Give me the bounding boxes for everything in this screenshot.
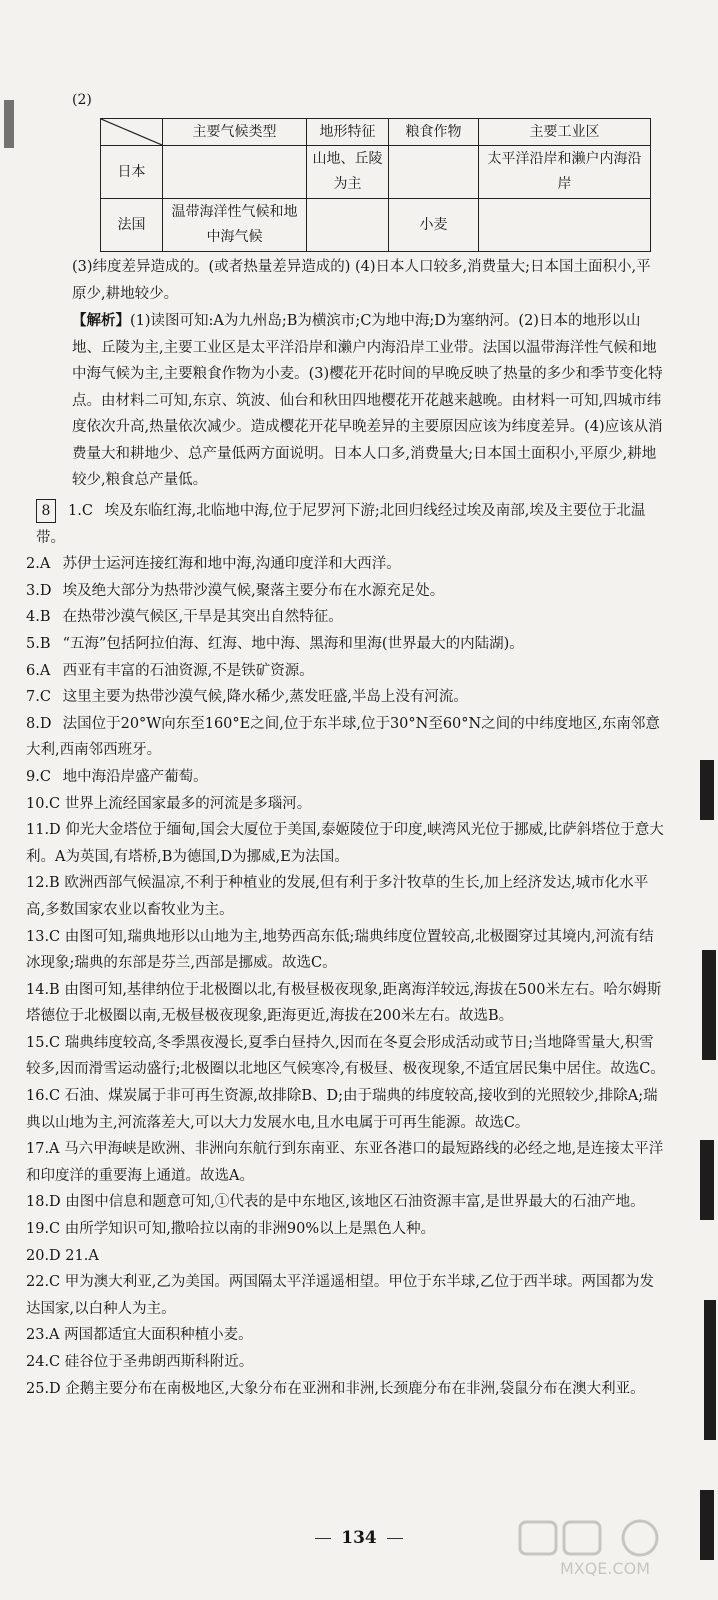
item-number: 24.C <box>26 1354 61 1370</box>
item-number: 20.D <box>26 1247 61 1264</box>
list-item <box>26 578 666 605</box>
item-number: 3.D <box>26 582 52 599</box>
scan-edge-mark <box>702 950 716 1060</box>
row-climate: 温带海洋性气候和地中海气候 <box>163 199 307 252</box>
item-number: 8.D <box>26 715 52 732</box>
row-industry <box>479 199 651 252</box>
item-text: 21.A <box>65 1247 99 1264</box>
list-item <box>26 1376 666 1403</box>
item-text: 世界上流经国家最多的河流是多瑙河。 <box>64 795 312 812</box>
row-crop: 小麦 <box>389 199 479 252</box>
header-terrain: 地形特征 <box>307 119 389 146</box>
item-text: 硅谷位于圣弗朗西斯科附近。 <box>64 1354 254 1370</box>
list-item <box>26 551 666 578</box>
list-item <box>26 870 666 923</box>
header-industry: 主要工业区 <box>479 119 651 146</box>
item-text: 埃及绝大部分为热带沙漠气候,聚落主要分布在水源充足处。 <box>62 582 445 599</box>
watermark-text: MXQE.COM <box>559 1559 651 1578</box>
list-item <box>26 1269 666 1322</box>
row-country: 法国 <box>101 199 163 252</box>
list-item <box>26 764 666 791</box>
list-item <box>26 924 666 977</box>
list-item <box>26 1136 666 1189</box>
list-item <box>26 711 666 764</box>
item-number: 12.B <box>26 875 60 892</box>
list-item <box>26 604 666 631</box>
table-row <box>101 199 651 252</box>
row-industry: 太平洋沿岸和濑户内海沿岸 <box>479 146 651 199</box>
item-text: 企鹅主要分布在南极地区,大象分布在亚洲和非洲,长颈鹿分布在非洲,袋鼠分布在澳大利亚。 <box>65 1380 645 1397</box>
item-text: 甲为澳大利亚,乙为美国。两国隔太平洋遥遥相望。甲位于东半球,乙位于西半球。两国都为发达国家,以白种人为主。 <box>26 1274 654 1317</box>
list-item <box>26 1083 666 1136</box>
item-number: 23.A <box>26 1327 60 1344</box>
item-number: 11.D <box>26 822 61 839</box>
list-item <box>26 1322 666 1349</box>
item-number: 25.D <box>26 1380 61 1397</box>
list-item <box>26 1189 666 1216</box>
question-2-label: (2) <box>72 92 92 108</box>
item-text: 由图可知,基律纳位于北极圈以北,有极昼极夜现象,距离海洋较远,海拔在500米左右。哈尔姆斯塔德位于北极圈以南,无极昼极夜现象,距海更近,海拔在200米左右。故选B。 <box>26 981 662 1025</box>
table-row <box>101 146 651 199</box>
list-item <box>26 658 666 685</box>
item-text: 仰光大金塔位于缅甸,国会大厦位于美国,泰姬陵位于印度,峡湾风光位于挪威,比萨斜塔位于意大利。A为英国,有塔桥,B为德国,D为挪威,E为法国。 <box>26 822 664 865</box>
item-text: 埃及东临红海,北临地中海,位于尼罗河下游;北回归线经过埃及南部,埃及主要位于北温带。 <box>36 503 646 546</box>
item-number: 4.B <box>26 609 51 626</box>
table-header-row <box>101 119 651 146</box>
item-text: 两国都适宜大面积种植小麦。 <box>64 1327 253 1344</box>
header-crop: 粮食作物 <box>389 119 479 146</box>
list-item <box>26 791 666 818</box>
page-number-text: 134 <box>341 1528 377 1548</box>
item-number: 13.C <box>26 928 61 945</box>
list-item <box>26 684 666 711</box>
item-text: 苏伊士运河连接红海和地中海,沟通印度洋和大西洋。 <box>62 556 401 573</box>
analysis-paragraph <box>72 308 664 494</box>
item-text: 西亚有丰富的石油资源,不是铁矿资源。 <box>62 662 314 679</box>
list-item <box>26 631 666 658</box>
item-number: 1.C <box>68 503 93 519</box>
item-text: 由图可知,瑞典地形以山地为主,地势西高东低;瑞典纬度位置较高,北极圈穿过其境内,河流有结冰现象;瑞典的东部是芬兰,西部是挪威。故选C。 <box>26 928 654 972</box>
scan-edge-mark <box>704 1300 716 1440</box>
item-text: 由所学知识可知,撒哈拉以南的非洲90%以上是黑色人种。 <box>64 1221 436 1238</box>
answer-list <box>26 498 666 1402</box>
item-text: 石油、煤炭属于非可再生资源,故排除B、D;由于瑞典的纬度较高,接收到的光照较少,排除A;瑞典以山地为主,河流落差大,可以大力发展水电,且水电属于可再生能源。故选C。 <box>26 1088 658 1131</box>
item-text: 这里主要为热带沙漠气候,降水稀少,蒸发旺盛,半岛上没有河流。 <box>62 689 468 706</box>
list-item <box>26 1216 666 1243</box>
table-corner-cell <box>101 119 163 146</box>
analysis-tag: 【解析】 <box>72 312 130 329</box>
scan-edge-mark <box>700 1490 714 1560</box>
row-climate <box>163 146 307 199</box>
item-text: 地中海沿岸盛产葡萄。 <box>62 768 208 785</box>
header-climate: 主要气候类型 <box>163 119 307 146</box>
list-item <box>26 817 666 870</box>
item-number: 6.A <box>26 662 51 679</box>
item-number: 7.C <box>26 689 51 706</box>
item-number: 9.C <box>26 768 51 785</box>
list-item <box>26 1030 666 1083</box>
list-item <box>26 977 666 1030</box>
item-text: 在热带沙漠气候区,干旱是其突出自然特征。 <box>62 609 343 626</box>
item-text: 欧洲西部气候温凉,不利于种植业的发展,但有利于多汁牧草的生长,加上经济发达,城市化水平高,多数国家农业以畜牧业为主。 <box>26 875 649 918</box>
watermark-logo <box>510 1518 700 1580</box>
item-number: 17.A <box>26 1141 60 1158</box>
item-number: 2.A <box>26 556 51 573</box>
row-terrain: 山地、丘陵为主 <box>307 146 389 199</box>
row-terrain <box>307 199 389 252</box>
list-item <box>26 1349 666 1376</box>
item-number: 22.C <box>26 1274 61 1291</box>
list-item <box>26 1243 666 1270</box>
list-item <box>26 498 666 551</box>
item-text: 马六甲海峡是欧洲、非洲向东航行到东南亚、东亚各港口的最短路线的必经之地,是连接太平洋和印度洋的重要海上通道。故选A。 <box>26 1141 664 1184</box>
item-number: 14.B <box>26 981 60 998</box>
scan-edge-mark <box>700 1140 714 1220</box>
analysis-text: (1)读图可知:A为九州岛;B为横滨市;C为地中海;D为塞纳河。(2)日本的地形以山地、丘陵为主,主要工业区是太平洋沿岸和濑户内海沿岸工业带。法国以温带海洋性气候和地中海气候为主,主要粮食作物为小麦。(3)樱花开花时间的早晚反映了热量的多少和季节变化特点。由材料二可知,东京、筑波、仙台和秋田四地樱花开花越来越晚。由材料一可知,四城市纬度依次升高,热量依次减少。造成樱花开花早晚差异的主要原因应该为纬度差异。(4)应该从消费量大和耕地少、总产量低两方面说明。日本人口多,消费量大;日本国土面积小,平原少,耕地较少,粮食总产量低。 <box>72 313 663 488</box>
item-text: 法国位于20°W向东至160°E之间,位于东半球,位于30°N至60°N之间的中纬度地区,东南邻意大利,西南邻西班牙。 <box>26 715 660 759</box>
item-number: 10.C <box>26 795 61 812</box>
item-number: 19.C <box>26 1221 61 1238</box>
item-text: 由图中信息和题意可知,①代表的是中东地区,该地区石油资源丰富,是世界最大的石油产地。 <box>65 1194 645 1211</box>
row-country: 日本 <box>101 146 163 199</box>
item-text: 瑞典纬度较高,冬季黑夜漫长,夏季白昼持久,因而在冬夏会形成活动或节日;当地降雪量大,积雪较多,因而滑雪运动盛行;北极圈以北地区气候寒冷,有极昼、极夜现象,不适宜居民集中居住。故选C。 <box>26 1034 665 1078</box>
scan-edge-mark <box>4 100 14 148</box>
comparison-table <box>100 118 651 252</box>
section-number-box: 8 <box>36 499 56 523</box>
item-number: 16.C <box>26 1088 61 1105</box>
item-number: 15.C <box>26 1034 61 1051</box>
item-number: 5.B <box>26 635 51 652</box>
item-text: “五海”包括阿拉伯海、红海、地中海、黑海和里海(世界最大的内陆湖)。 <box>62 635 524 652</box>
item-number: 18.D <box>26 1194 61 1211</box>
row-crop <box>389 146 479 199</box>
answer-3-4: (3)纬度差异造成的。(或者热量差异造成的) (4)日本人口较多,消费量大;日本国土面积小,平原少,耕地较少。 <box>72 259 651 302</box>
scan-edge-mark <box>700 760 714 820</box>
